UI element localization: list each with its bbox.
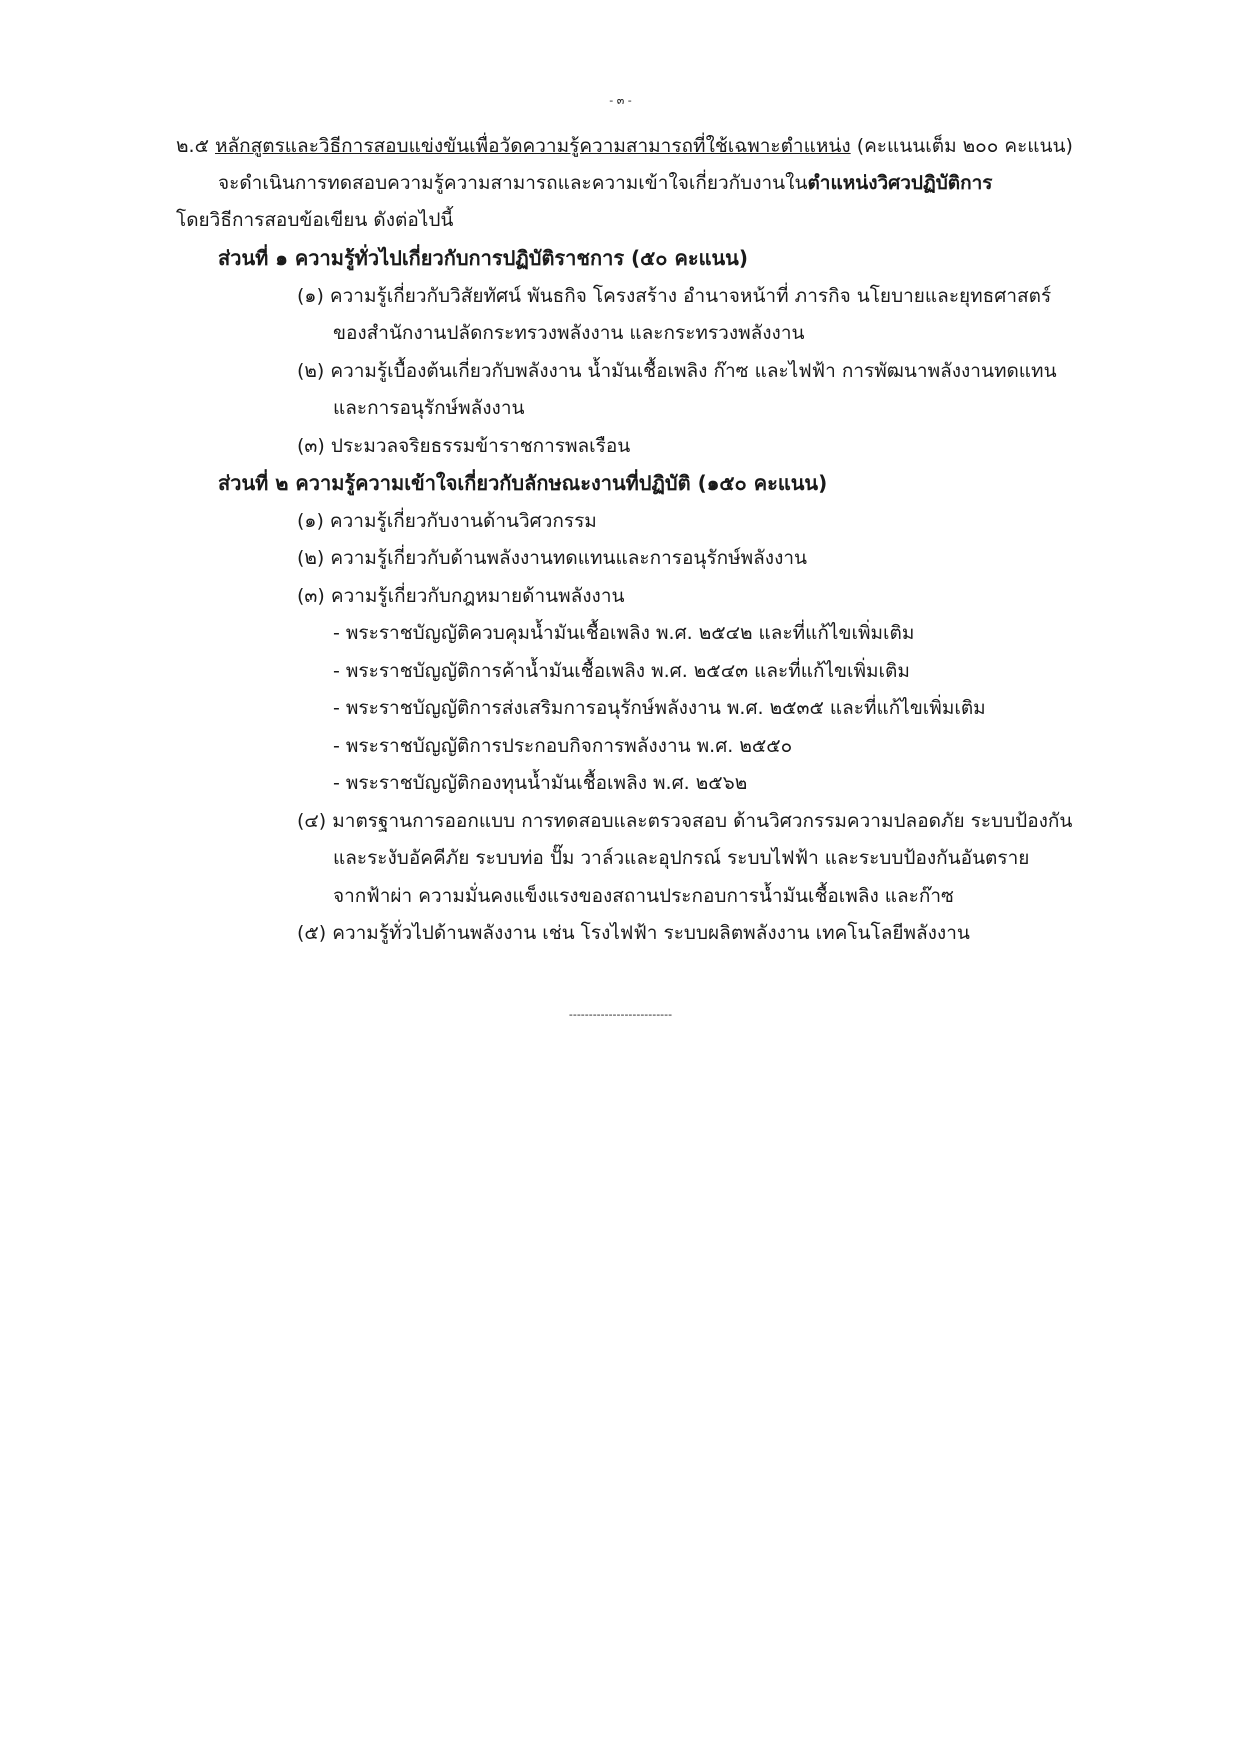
part1-item: (๒) ความรู้เบื้องต้นเกี่ยวกับพลังงาน น้ำมันเชื้อเพลิง ก๊าซ และไฟฟ้า การพัฒนาพลังงานทดแทน xyxy=(297,360,1057,382)
law-item: - พระราชบัญญัติการประกอบกิจการพลังงาน พ.ศ. ๒๕๕๐ xyxy=(333,735,793,757)
heading-number: ๒.๕ xyxy=(176,135,209,157)
part1-item-continuation: และการอนุรักษ์พลังงาน xyxy=(333,397,525,419)
part2-item-continuation: จากฟ้าผ่า ความมั่นคงแข็งแรงของสถานประกอบการน้ำมันเชื้อเพลิง และก๊าซ xyxy=(333,885,954,907)
part1-item-continuation: ของสำนักงานปลัดกระทรวงพลังงาน และกระทรวงพลังงาน xyxy=(333,322,805,344)
part2-item: (๔) มาตรฐานการออกแบบ การทดสอบและตรวจสอบ ด้านวิศวกรรมความปลอดภัย ระบบป้องกัน xyxy=(297,810,1073,832)
heading-title: หลักสูตรและวิธีการสอบแข่งขันเพื่อวัดความรู้ความสามารถที่ใช้เฉพาะตำแหน่ง xyxy=(215,135,851,157)
intro-line-2: โดยวิธีการสอบข้อเขียน ดังต่อไปนี้ xyxy=(176,209,454,231)
part2-title: ส่วนที่ ๒ ความรู้ความเข้าใจเกี่ยวกับลักษณะงานที่ปฏิบัติ (๑๕๐ คะแนน) xyxy=(218,471,828,495)
heading-score: (คะแนนเต็ม ๒๐๐ คะแนน) xyxy=(856,135,1073,157)
intro-text: จะดำเนินการทดสอบความรู้ความสามารถและความเข้าใจเกี่ยวกับงานใน xyxy=(218,172,808,194)
law-item: - พระราชบัญญัติการค้าน้ำมันเชื้อเพลิง พ.ศ. ๒๕๔๓ และที่แก้ไขเพิ่มเติม xyxy=(333,660,910,682)
part2-item: (๑) ความรู้เกี่ยวกับงานด้านวิศวกรรม xyxy=(297,510,597,532)
intro-line-1 xyxy=(218,168,992,198)
law-item: - พระราชบัญญัติกองทุนน้ำมันเชื้อเพลิง พ.ศ. ๒๕๖๒ xyxy=(333,772,748,794)
part2-item: (๒) ความรู้เกี่ยวกับด้านพลังงานทดแทนและการอนุรักษ์พลังงาน xyxy=(297,547,808,569)
part1-item: (๓) ประมวลจริยธรรมข้าราชการพลเรือน xyxy=(297,435,631,457)
section-heading xyxy=(176,131,1073,161)
part1-item: (๑) ความรู้เกี่ยวกับวิสัยทัศน์ พันธกิจ โครงสร้าง อำนาจหน้าที่ ภารกิจ นโยบายและยุทธศาสตร์ xyxy=(297,285,1052,307)
part1-title: ส่วนที่ ๑ ความรู้ทั่วไปเกี่ยวกับการปฏิบัติราชการ (๕๐ คะแนน) xyxy=(218,246,748,270)
part2-item: (๓) ความรู้เกี่ยวกับกฎหมายด้านพลังงาน xyxy=(297,585,625,607)
position-title: ตำแหน่งวิศวปฏิบัติการ xyxy=(807,172,993,194)
page-number: - ๓ - xyxy=(609,94,632,107)
part2-item: (๕) ความรู้ทั่วไปด้านพลังงาน เช่น โรงไฟฟ้า ระบบผลิตพลังงาน เทคโนโลยีพลังงาน xyxy=(297,922,970,944)
law-item: - พระราชบัญญัติควบคุมน้ำมันเชื้อเพลิง พ.ศ. ๒๕๔๒ และที่แก้ไขเพิ่มเติม xyxy=(333,622,915,644)
end-divider: -------------------------- xyxy=(568,1008,673,1021)
law-item: - พระราชบัญญัติการส่งเสริมการอนุรักษ์พลังงาน พ.ศ. ๒๕๓๕ และที่แก้ไขเพิ่มเติม xyxy=(333,697,986,719)
part2-item-continuation: และระงับอัคคีภัย ระบบท่อ ปั๊ม วาล์วและอุปกรณ์ ระบบไฟฟ้า และระบบป้องกันอันตราย xyxy=(333,847,1030,869)
